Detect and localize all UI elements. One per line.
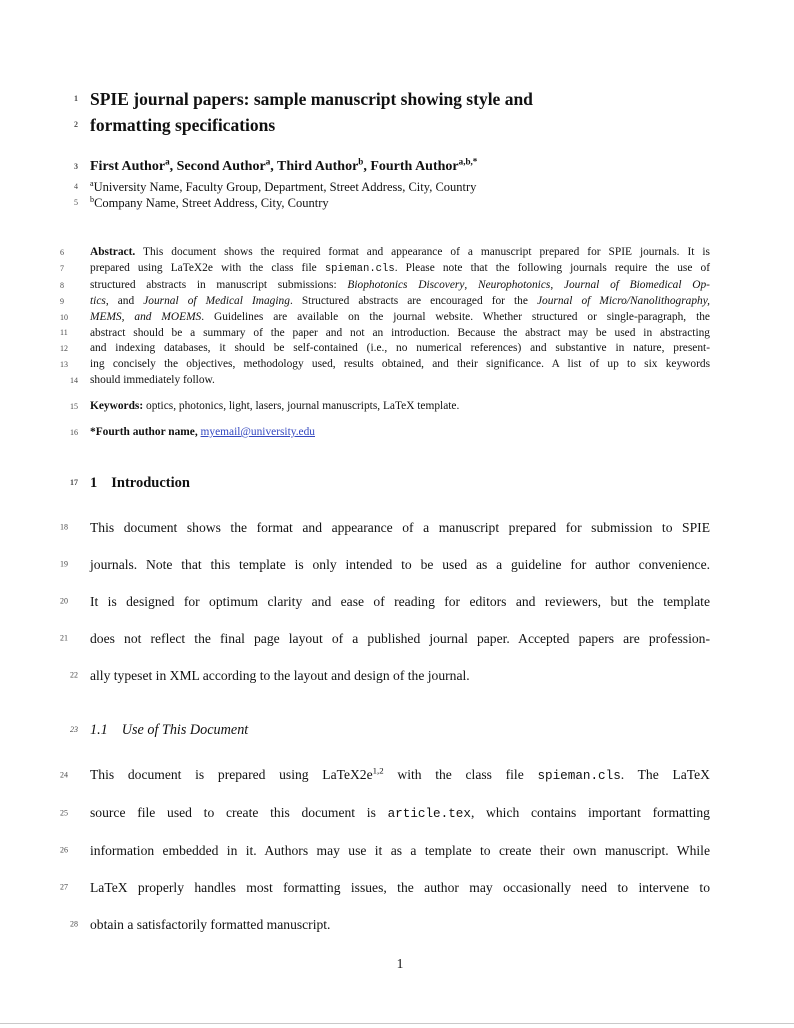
line-number: 14 xyxy=(70,376,78,386)
document-line xyxy=(70,373,710,389)
document-line xyxy=(74,112,710,138)
line-text xyxy=(90,196,329,210)
document-line xyxy=(74,178,710,195)
line-text xyxy=(90,843,710,858)
text-segment: 1 xyxy=(90,474,98,491)
line-text xyxy=(90,358,710,370)
text-segment: spieman.cls xyxy=(324,262,395,275)
line-text xyxy=(90,342,710,354)
line-text xyxy=(90,917,330,932)
text-segment: First Author xyxy=(90,159,166,174)
line-text xyxy=(90,374,215,386)
document-line xyxy=(60,357,710,373)
line-number: 17 xyxy=(70,477,78,487)
text-segment: Abstract. xyxy=(90,246,136,258)
line-number: 11 xyxy=(60,328,68,338)
text-segment: This document shows the format and appearance of a manuscript prepared for submission to SPIE xyxy=(90,519,710,535)
text-segment: with the class file xyxy=(383,766,538,782)
text-segment: Keywords: xyxy=(90,400,144,413)
line-text xyxy=(90,631,710,646)
line-text xyxy=(90,327,710,339)
document-line xyxy=(70,425,710,441)
line-text xyxy=(90,311,710,323)
line-text xyxy=(90,156,478,174)
document-line xyxy=(60,832,710,869)
document-line xyxy=(70,473,710,493)
text-segment: a xyxy=(265,156,271,167)
text-segment: Neurophotonics xyxy=(477,278,551,291)
line-number: 5 xyxy=(74,198,78,207)
document-line xyxy=(60,326,710,342)
text-segment: abstract should be a summary of the paper and not an introduction. Because the abstract may be used in abstracting xyxy=(90,326,710,339)
line-number: 3 xyxy=(74,162,78,171)
text-segment: source file used to create this document is xyxy=(90,804,388,820)
text-segment: Introduction xyxy=(111,474,190,491)
text-segment: University Name, Faculty Group, Department, Street Address, City, Country xyxy=(93,180,477,194)
text-segment: prepared using LaTeX2e with the class file xyxy=(90,261,325,274)
text-segment: optics, photonics, light, lasers, journal manuscripts, LaTeX template. xyxy=(143,400,460,413)
line-number: 9 xyxy=(60,296,64,306)
page-number: 1 xyxy=(396,955,404,971)
text-segment: does not reflect the final page layout of a published journal paper. Accepted papers are profession- xyxy=(90,630,710,646)
line-number: 13 xyxy=(60,360,68,370)
text-segment: ally typeset in XML according to the layout and design of the journal. xyxy=(90,667,470,683)
text-segment: b xyxy=(90,194,95,204)
text-segment: Company Name, Street Address, City, Country xyxy=(94,196,329,210)
text-segment: a xyxy=(165,156,170,167)
text-segment: Journal of Biomedical Op- xyxy=(563,278,710,291)
document-line xyxy=(74,156,710,176)
line-text xyxy=(90,520,710,535)
document-line xyxy=(60,583,710,620)
document-line xyxy=(60,794,710,832)
text-segment: , which contains important formatting xyxy=(470,804,710,820)
text-segment: b xyxy=(358,156,364,167)
text-segment: ing concisely the objectives, methodology used, results obtained, and their significance. A list of up to six keywords xyxy=(90,358,710,371)
document-line xyxy=(60,278,710,294)
line-text xyxy=(90,805,710,820)
document-line xyxy=(60,546,710,583)
line-number: 7 xyxy=(60,264,64,274)
document-line xyxy=(70,399,710,415)
text-segment: . Please note that the following journals require the use of xyxy=(394,261,710,274)
email-link[interactable]: myemail@university.edu xyxy=(200,426,316,439)
text-segment: and indexing databases, it should be self-contained (i.e., no numerical references) and substantive in nature, present- xyxy=(90,342,710,355)
line-number: 10 xyxy=(60,312,68,322)
line-text xyxy=(90,475,190,491)
line-number: 16 xyxy=(70,428,78,438)
text-segment: , Second Author xyxy=(169,159,266,174)
line-number: 15 xyxy=(70,402,78,412)
document-line xyxy=(60,341,710,357)
text-segment: This document is prepared using LaTeX2e xyxy=(90,766,373,782)
text-segment: Journal of Medical Imaging xyxy=(143,294,290,307)
text-segment: formatting specifications xyxy=(90,115,276,135)
text-segment: 1,2 xyxy=(372,765,384,776)
line-text xyxy=(90,246,710,258)
line-text xyxy=(90,115,275,135)
text-segment: 1.1 xyxy=(90,721,108,738)
text-segment: , xyxy=(550,278,564,291)
manuscript-lines xyxy=(60,86,710,943)
line-number: 8 xyxy=(60,280,64,290)
text-segment: spieman.cls xyxy=(537,767,621,783)
line-number: 25 xyxy=(60,808,68,818)
line-number: 2 xyxy=(74,120,78,129)
document-line xyxy=(60,294,710,310)
line-text xyxy=(90,180,476,194)
text-segment: Biophotonics Discovery xyxy=(347,278,465,291)
text-segment: Journal of Micro/Nanolithography, xyxy=(536,294,710,307)
document-line xyxy=(74,86,710,112)
text-segment: information embedded in it. Authors may use it as a template to create their own manuscript. While xyxy=(90,842,710,858)
text-segment: , xyxy=(464,278,478,291)
line-number: 22 xyxy=(70,670,78,680)
text-segment: , Fourth Author xyxy=(363,159,459,174)
text-segment: structured abstracts in manuscript submissions: xyxy=(90,278,348,291)
text-segment: , and xyxy=(105,294,144,307)
manuscript-content xyxy=(60,0,710,972)
text-segment: Use of This Document xyxy=(121,721,249,738)
document-line xyxy=(70,657,710,694)
text-segment: . Guidelines are available on the journal website. Whether structured or single-paragraph, the xyxy=(201,310,710,323)
document-line xyxy=(60,869,710,906)
line-number: 20 xyxy=(60,596,68,606)
line-number: 23 xyxy=(70,724,78,734)
text-segment: MEMS, and MOEMS xyxy=(90,310,202,323)
line-text xyxy=(90,400,459,412)
document-line xyxy=(60,620,710,657)
line-text xyxy=(90,594,710,609)
text-segment: should immediately follow. xyxy=(90,374,215,387)
text-segment: This document shows the required format and appearance of a manuscript prepared for SPIE journals. It is xyxy=(135,246,710,258)
text-segment: It is designed for optimum clarity and ease of reading for editors and reviewers, but the template xyxy=(90,593,710,609)
line-number: 19 xyxy=(60,559,68,569)
document-line xyxy=(60,756,710,794)
line-number: 28 xyxy=(70,919,78,929)
page-edge xyxy=(0,1023,794,1024)
line-number: 12 xyxy=(60,344,68,354)
document-line xyxy=(60,310,710,326)
line-number: 1 xyxy=(74,94,78,103)
document-line xyxy=(70,720,710,740)
text-segment: *Fourth author name, xyxy=(90,426,201,439)
text-segment: journals. Note that this template is only intended to be used as a guideline for author convenience. xyxy=(90,556,710,572)
text-segment: . The LaTeX xyxy=(620,766,710,782)
line-text xyxy=(90,767,710,782)
text-segment: LaTeX properly handles most formatting issues, the author may occasionally need to intervene to xyxy=(90,879,710,895)
text-segment: a,b,* xyxy=(458,156,478,167)
text-segment: a xyxy=(90,178,94,188)
line-text xyxy=(90,880,710,895)
line-text xyxy=(90,262,710,274)
text-segment: tics xyxy=(90,294,106,307)
line-number: 26 xyxy=(60,845,68,855)
line-text xyxy=(90,668,470,683)
line-text xyxy=(90,295,710,307)
line-number: 6 xyxy=(60,248,64,257)
line-number: 18 xyxy=(60,522,68,532)
line-text xyxy=(90,426,315,438)
document-line xyxy=(60,261,710,278)
line-number: 4 xyxy=(74,182,78,191)
line-text xyxy=(90,279,710,291)
line-text xyxy=(90,557,710,572)
text-segment: article.tex xyxy=(387,805,471,821)
document-line xyxy=(74,194,710,211)
text-segment: , Third Author xyxy=(270,159,359,174)
line-text xyxy=(90,89,533,109)
text-segment: SPIE journal papers: sample manuscript showing style and xyxy=(90,89,533,109)
document-line xyxy=(60,245,710,261)
text-segment: . Structured abstracts are encouraged for the xyxy=(289,294,537,307)
document-line xyxy=(70,906,710,943)
line-number: 27 xyxy=(60,882,68,892)
text-segment: obtain a satisfactorily formatted manuscript. xyxy=(90,916,331,932)
line-text xyxy=(90,722,248,738)
line-number: 21 xyxy=(60,633,68,643)
document-line xyxy=(60,509,710,546)
line-number: 24 xyxy=(60,770,68,780)
